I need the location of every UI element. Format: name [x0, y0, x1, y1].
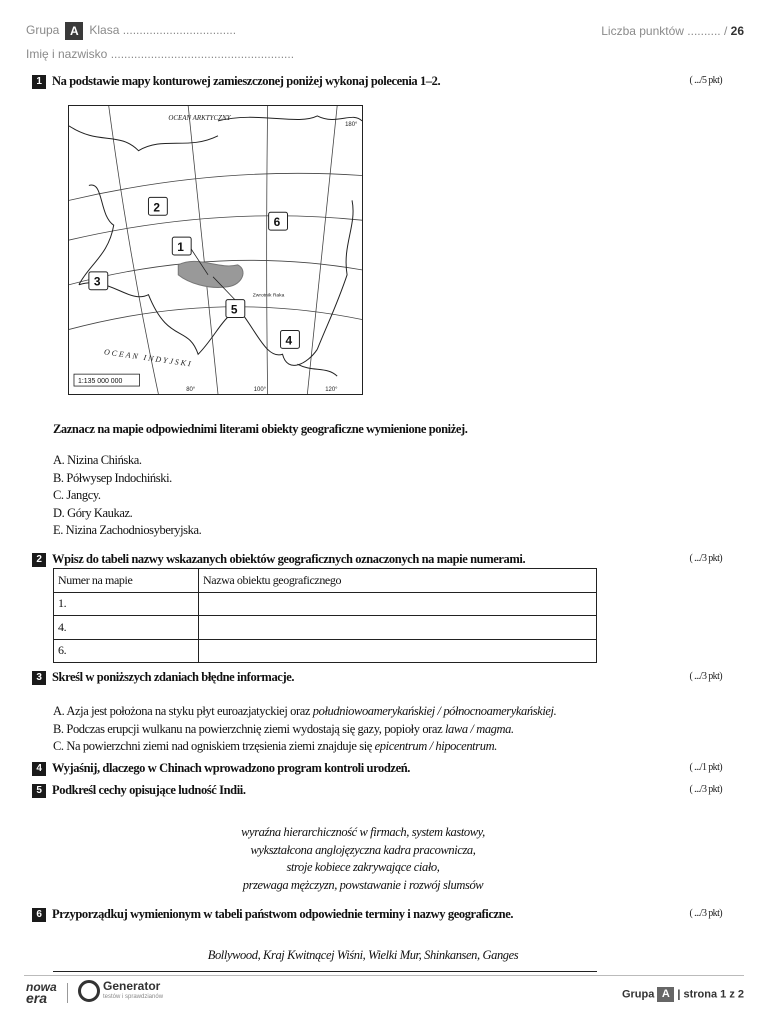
table-header-number: Numer na mapie: [54, 569, 199, 593]
task-text: Przyporządkuj wymienionym w tabeli państwom odpowiednie terminy i nazwy geograficzne.: [52, 907, 514, 921]
footer-group-label: Grupa: [621, 988, 655, 1001]
sub1-list: [53, 453, 201, 541]
generator-g-icon: [78, 980, 100, 1002]
generator-logo: [78, 980, 163, 1002]
points-total: 26: [730, 24, 744, 38]
task-2: [32, 552, 722, 567]
task-number: 6: [32, 908, 46, 922]
task-text: Podkreśl cechy opisujące ludność Indii.: [52, 783, 246, 797]
sentence-choice[interactable]: epicentrum / hipocentrum.: [374, 739, 497, 753]
map-svg: [69, 106, 362, 394]
sentence-text: A. Azja jest położona na styku płyt euroazjatyckiej oraz: [53, 704, 311, 718]
map-label-6: 6: [273, 215, 281, 230]
logo-line1: nowa: [26, 980, 57, 994]
tropic-label: Zwrotnik Raka: [252, 293, 285, 299]
lon-100: 100°: [253, 387, 267, 394]
task-3: [32, 670, 722, 685]
task-number: 3: [32, 671, 46, 685]
map-scale: 1:135 000 000: [77, 378, 123, 386]
task-text: Wpisz do tabeli nazwy wskazanych obiektów geograficznych oznaczonych na mapie numerami.: [52, 552, 526, 566]
generator-subtitle: testów i sprawdzianów: [103, 994, 164, 1000]
task-6: [32, 907, 722, 922]
name-label: Imię i nazwisko .......................................................: [26, 47, 295, 61]
task6-terms: Bollywood, Kraj Kwitnącej Wiśni, Wielki Mur, Shinkansen, Ganges: [207, 948, 519, 962]
sub1-instruction: Zaznacz na mapie odpowiednimi literami obiekty geograficzne wymienione poniżej.: [53, 422, 468, 436]
sentence-text: C. Na powierzchni ziemi nad ogniskiem trzęsienia ziemi znajduje się: [53, 739, 372, 753]
table-header-row: [54, 569, 597, 593]
list-item: A. Nizina Chińska.: [53, 453, 142, 467]
lon-80: 80°: [186, 387, 196, 394]
task-5: [32, 783, 722, 798]
table-task2: [53, 568, 597, 663]
task-points: ( .../1 pkt): [689, 762, 722, 773]
table-top-edge: [53, 971, 597, 972]
task-number: 5: [32, 784, 46, 798]
group-badge: A: [65, 22, 83, 40]
map-label-2: 2: [153, 200, 161, 215]
lon-120: 120°: [325, 387, 338, 394]
sentence-b: [53, 722, 556, 740]
ocean-indian: OCEAN INDYJSKI: [103, 347, 194, 369]
group-label: Grupa: [26, 23, 60, 38]
contour-map: [68, 105, 363, 395]
footer-group-badge: A: [657, 987, 674, 1002]
row-number: 1.: [54, 592, 199, 616]
footer-page-number: | strona 1 z 2: [677, 988, 744, 1001]
task-number: 2: [32, 553, 46, 567]
sentence-c: [53, 739, 556, 757]
sentence-text: B. Podczas erupcji wulkanu na powierzchnię ziemi wydostają się gazy, popioły oraz: [53, 721, 443, 736]
list-item[interactable]: stroje kobiece zakrywające ciało,: [286, 860, 440, 874]
task-1: [32, 74, 722, 89]
table-header-name: Nazwa obiektu geograficznego: [199, 569, 597, 593]
task-points: ( .../5 pkt): [689, 75, 722, 86]
task-points: ( .../3 pkt): [689, 553, 722, 564]
row-number: 6.: [54, 639, 199, 663]
map-label-3: 3: [93, 274, 101, 289]
row-number: 4.: [54, 616, 199, 640]
footer-page-info: [622, 987, 744, 1002]
map-label-4: 4: [285, 333, 293, 348]
table-row: [54, 592, 597, 616]
header-points: [601, 24, 744, 38]
task5-list: [53, 825, 673, 895]
sentence-a: [53, 704, 556, 722]
class-label: Klasa ..................................: [89, 23, 237, 38]
list-item: B. Półwysep Indochiński.: [53, 470, 172, 485]
ocean-arctic: OCEAN ARKTYCZNY: [168, 113, 231, 122]
sentence-choice[interactable]: lawa / magma.: [444, 721, 514, 736]
answer-cell[interactable]: [199, 592, 597, 616]
lon-180: 180°: [345, 121, 358, 128]
task3-sentences: [53, 704, 556, 757]
task-points: ( .../3 pkt): [689, 784, 722, 795]
footer-divider: [24, 975, 744, 976]
task-text: Wyjaśnij, dlaczego w Chinach wprowadzono program kontroli urodzeń.: [52, 761, 410, 775]
points-label: Liczba punktów .......... /: [601, 24, 728, 38]
task-points: ( .../3 pkt): [689, 908, 722, 919]
answer-cell[interactable]: [199, 639, 597, 663]
answer-cell[interactable]: [199, 616, 597, 640]
list-item: E. Nizina Zachodniosyberyjska.: [53, 523, 202, 537]
header-group: [26, 22, 236, 40]
table-row: [54, 639, 597, 663]
list-item: C. Jangcy.: [53, 488, 101, 502]
list-item[interactable]: wykształcona anglojęzyczna kadra pracownicza,: [250, 842, 476, 857]
task-text: Skreśl w poniższych zdaniach błędne informacje.: [52, 670, 295, 684]
sentence-choice[interactable]: południowoamerykańskiej / północnoamerykańskiej.: [312, 704, 557, 718]
map-label-1: 1: [177, 239, 184, 254]
task-text: Na podstawie mapy konturowej zamieszczonej poniżej wykonaj polecenia 1–2.: [52, 74, 441, 88]
list-item: D. Góry Kaukaz.: [53, 505, 133, 520]
task-number: 1: [32, 75, 46, 89]
task-number: 4: [32, 762, 46, 776]
nowa-era-logo: [26, 982, 57, 1004]
generator-title: Generator: [103, 979, 161, 993]
task-4: [32, 761, 722, 776]
list-item[interactable]: przewaga mężczyzn, powstawanie i rozwój slumsów: [242, 877, 484, 892]
task-points: ( .../3 pkt): [689, 671, 722, 682]
list-item[interactable]: wyraźna hierarchiczność w firmach, system kastowy,: [241, 825, 485, 839]
table-row: [54, 616, 597, 640]
logo-line2: era: [26, 990, 48, 1006]
logo-separator: [67, 983, 68, 1003]
map-label-5: 5: [230, 302, 238, 317]
